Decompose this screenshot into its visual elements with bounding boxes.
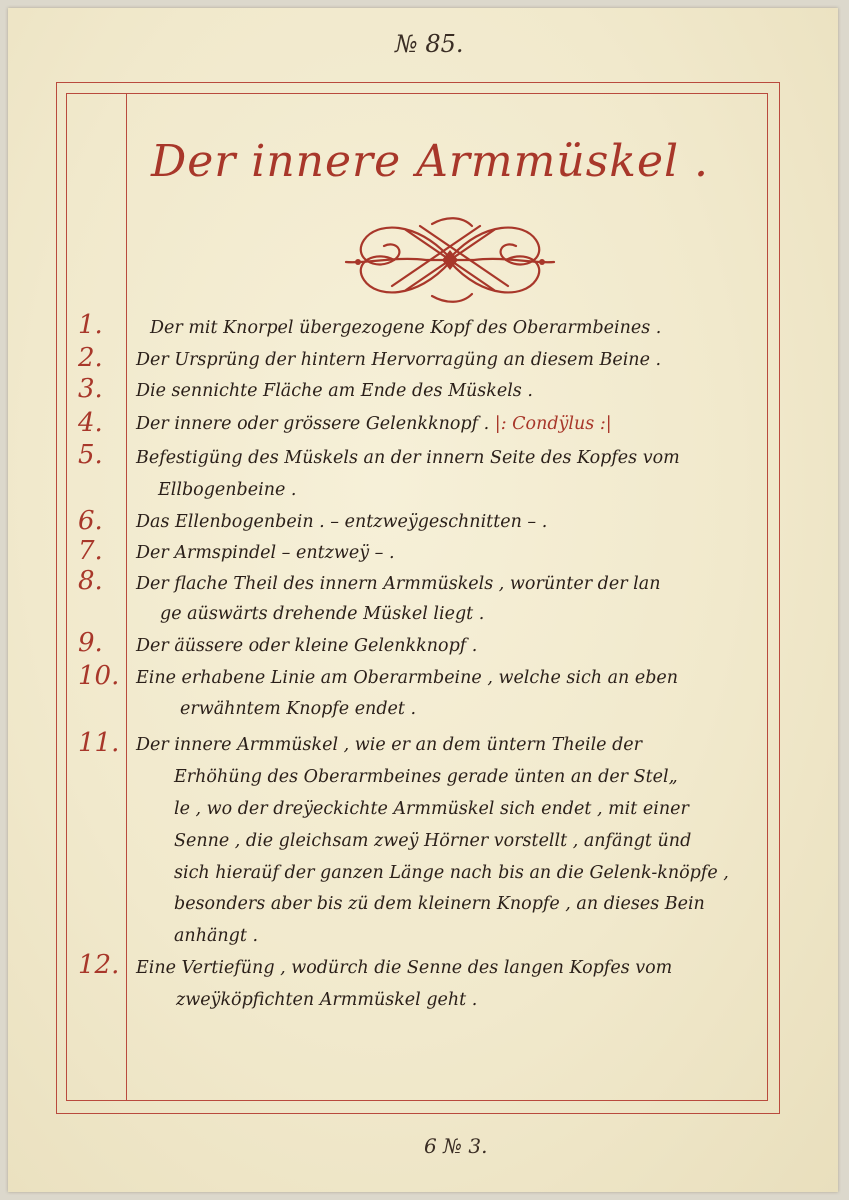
entry-line-continued: Senne , die gleichsam zweÿ Hörner vorstellt , anfängt ünd <box>174 831 692 851</box>
entry-line-continued: zweÿköpfichten Armmüskel geht . <box>176 990 478 1010</box>
entry-line: Befestigüng des Müskels an der innern Seite des Kopfes vom <box>136 448 680 468</box>
entry-line: Der flache Theil des innern Armmüskels , worünter der lan <box>136 574 661 594</box>
entry-line: Eine Vertiefüng , wodürch die Senne des langen Kopfes vom <box>136 958 673 978</box>
margin-rule <box>126 94 127 1100</box>
entry-line: Der äüssere oder kleine Gelenkknopf . <box>136 636 478 656</box>
entry-number: 2. <box>78 343 103 373</box>
entry-number: 1. <box>78 310 103 340</box>
page-number-bottom: 6 № 3. <box>424 1134 488 1158</box>
entry-line: Der mit Knorpel übergezogene Kopf des Oberarmbeines . <box>150 318 662 338</box>
entry-number: 11. <box>78 728 120 758</box>
entry-text: Der innere oder grössere Gelenkknopf . <box>136 414 490 434</box>
condylus-note: |: Condÿlus :| <box>494 414 612 434</box>
entry-line-continued: erwähntem Knopfe endet . <box>180 699 417 719</box>
entry-line-continued: sich hieraüf der ganzen Länge nach bis an die Gelenk-knöpfe , <box>174 863 729 883</box>
entry-number: 4. <box>78 408 103 438</box>
entry-number: 7. <box>78 536 103 566</box>
entry-line-continued: Erhöhüng des Oberarmbeines gerade ünten an der Stel„ <box>174 767 678 787</box>
entry-line-continued: ge aüswärts drehende Müskel liegt . <box>160 604 485 624</box>
entry-number: 12. <box>78 950 120 980</box>
entry-number: 9. <box>78 628 103 658</box>
entry-line-continued: besonders aber bis zü dem kleinern Knopfe , an dieses Bein <box>174 894 705 914</box>
entry-line-continued: le , wo der dreÿeckichte Armmüskel sich endet , mit einer <box>174 799 689 819</box>
entry-line: Das Ellenbogenbein . – entzweÿgeschnitten – . <box>136 512 548 532</box>
entry-line: Der innere Armmüskel , wie er an dem üntern Theile der <box>136 735 643 755</box>
calligraphic-flourish-icon <box>336 210 564 310</box>
entry-line: Die sennichte Fläche am Ende des Müskels . <box>136 381 533 401</box>
page-title: Der innere Armmüskel . <box>150 136 710 187</box>
entry-number: 3. <box>78 374 103 404</box>
entry-number: 6. <box>78 506 103 536</box>
entry-number: 5. <box>78 440 103 470</box>
entry-number: 8. <box>78 566 103 596</box>
entry-line: Eine erhabene Linie am Oberarmbeine , welche sich an eben <box>136 668 679 688</box>
entry-line <box>136 414 612 434</box>
entry-line: Der Ursprüng der hintern Hervorragüng an diesem Beine . <box>136 350 662 370</box>
entry-line: Der Armspindel – entzweÿ – . <box>136 543 395 563</box>
page-number-top: № 85. <box>395 30 464 58</box>
entry-line-continued: anhängt . <box>174 926 259 946</box>
entry-number: 10. <box>78 661 120 691</box>
entry-line-continued: Ellbogenbeine . <box>158 480 297 500</box>
